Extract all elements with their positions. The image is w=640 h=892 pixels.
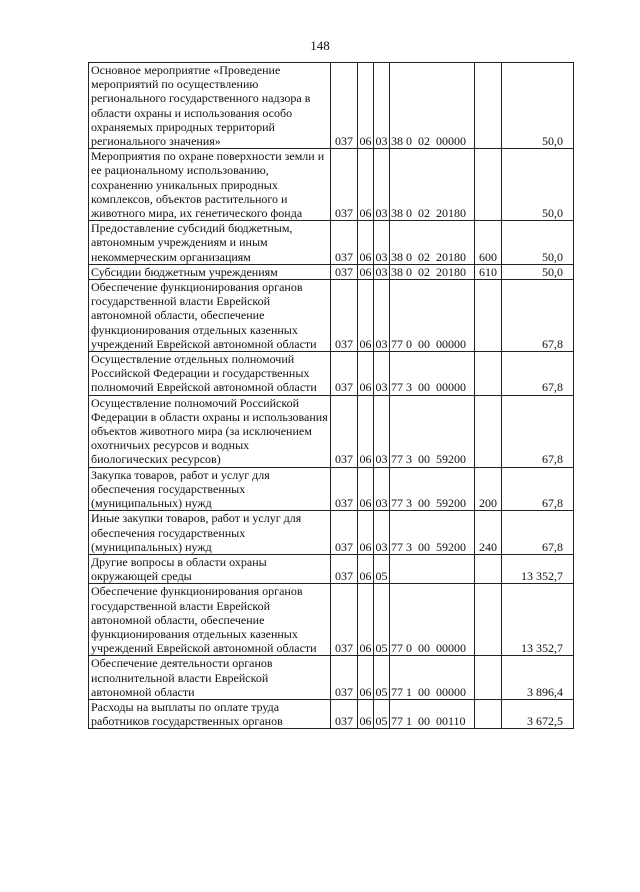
ministry-code-cell: 037 bbox=[331, 511, 358, 555]
subsection-code-cell: 05 bbox=[374, 584, 390, 656]
ministry-code-cell: 037 bbox=[331, 149, 358, 221]
table-row bbox=[89, 264, 574, 279]
target-article-cell: 77 3 00 00000 bbox=[390, 352, 475, 396]
expense-kind-cell bbox=[475, 149, 502, 221]
section-code-cell: 06 bbox=[358, 554, 374, 583]
expense-kind-cell: 610 bbox=[475, 264, 502, 279]
subsection-code-cell: 03 bbox=[374, 63, 390, 149]
expense-kind-cell bbox=[475, 699, 502, 728]
subsection-code-cell: 05 bbox=[374, 699, 390, 728]
table-row bbox=[89, 656, 574, 700]
target-article-cell: 77 1 00 00000 bbox=[390, 656, 475, 700]
ministry-code-cell: 037 bbox=[331, 584, 358, 656]
row-name-cell: Закупка товаров, работ и услуг для обеспечения государственных (муниципальных) нужд bbox=[89, 467, 331, 511]
table-row bbox=[89, 467, 574, 511]
amount-cell: 50,0 bbox=[502, 264, 574, 279]
subsection-code-cell: 05 bbox=[374, 554, 390, 583]
subsection-code-cell: 03 bbox=[374, 280, 390, 352]
row-name-cell: Осуществление отдельных полномочий Российской Федерации и государственных полномочий Еврейской автономной области bbox=[89, 352, 331, 396]
ministry-code-cell: 037 bbox=[331, 699, 358, 728]
amount-cell: 50,0 bbox=[502, 63, 574, 149]
section-code-cell: 06 bbox=[359, 264, 372, 279]
section-code-cell: 06 bbox=[358, 699, 374, 728]
table-row bbox=[89, 554, 574, 583]
expense-kind-cell: 200 bbox=[475, 467, 502, 511]
section-code-cell: 06 bbox=[358, 656, 374, 700]
budget-table-body bbox=[89, 63, 574, 729]
row-name-cell: Основное мероприятие «Проведение мероприятий по осуществлению регионального государственного надзора в области охраны и использования особо охраняемых природных территорий регионального значения» bbox=[89, 63, 331, 149]
ministry-code-cell: 037 bbox=[331, 554, 358, 583]
amount-cell: 67,8 bbox=[502, 467, 574, 511]
section-code-cell: 06 bbox=[358, 149, 374, 221]
expense-kind-cell: 600 bbox=[475, 221, 502, 265]
table-row bbox=[89, 395, 574, 467]
section-code-cell: 06 bbox=[358, 467, 374, 511]
amount-cell: 67,8 bbox=[502, 352, 574, 396]
ministry-code-cell: 037 bbox=[331, 395, 358, 467]
row-name-cell: Обеспечение функционирования органов государственной власти Еврейской автономной области, обеспечение функционирования отдельных казенных учреждений Еврейской автономной области bbox=[89, 584, 331, 656]
target-article-cell: 38 0 02 20180 bbox=[390, 221, 475, 265]
expense-kind-cell bbox=[475, 63, 502, 149]
target-article-cell: 77 3 00 59200 bbox=[390, 395, 475, 467]
table-row bbox=[89, 584, 574, 656]
target-article-cell: 38 0 02 00000 bbox=[390, 63, 475, 149]
ministry-code-cell: 037 bbox=[331, 264, 358, 279]
amount-cell: 67,8 bbox=[502, 395, 574, 467]
amount-cell: 67,8 bbox=[502, 280, 574, 352]
section-code-cell: 06 bbox=[358, 221, 374, 265]
expense-kind-cell: 240 bbox=[475, 511, 502, 555]
row-name-cell: Предоставление субсидий бюджетным, автономным учреждениям и иным некоммерческим организациям bbox=[89, 221, 331, 265]
expense-kind-cell bbox=[475, 280, 502, 352]
table-row bbox=[89, 221, 574, 265]
table-row bbox=[89, 699, 574, 728]
subsection-code-cell: 05 bbox=[374, 656, 390, 700]
expense-kind-cell bbox=[475, 584, 502, 656]
target-article-cell: 38 0 02 20180 bbox=[390, 149, 475, 221]
amount-cell: 50,0 bbox=[502, 149, 574, 221]
row-name-cell: Обеспечение функционирования органов государственной власти Еврейской автономной области, обеспечение функционирования отдельных казенных учреждений Еврейской автономной области bbox=[89, 280, 331, 352]
target-article-cell: 38 0 02 20180 bbox=[390, 264, 475, 279]
section-code-cell: 06 bbox=[358, 63, 374, 149]
amount-cell: 67,8 bbox=[502, 511, 574, 555]
table-row bbox=[89, 511, 574, 555]
target-article-cell: 77 3 00 59200 bbox=[390, 511, 475, 555]
budget-table bbox=[88, 62, 574, 729]
page-number: 148 bbox=[310, 38, 330, 53]
section-code-cell: 06 bbox=[358, 280, 374, 352]
row-name-cell: Субсидии бюджетным учреждениям bbox=[89, 264, 331, 279]
ministry-code-cell: 037 bbox=[331, 656, 358, 700]
amount-cell: 50,0 bbox=[502, 221, 574, 265]
section-code-cell: 06 bbox=[358, 511, 374, 555]
ministry-code-cell: 037 bbox=[331, 63, 358, 149]
subsection-code-cell: 03 bbox=[374, 467, 390, 511]
expense-kind-cell bbox=[475, 554, 502, 583]
target-article-cell: 77 3 00 59200 bbox=[390, 467, 475, 511]
section-code-cell: 06 bbox=[358, 395, 374, 467]
target-article-cell: 77 0 00 00000 bbox=[390, 584, 475, 656]
row-name-cell: Мероприятия по охране поверхности земли и ее рациональному использованию, сохранению уникальных природных комплексов, объектов растительного и животного мира, их генетического фонда bbox=[89, 149, 331, 221]
subsection-code-cell: 03 bbox=[374, 352, 390, 396]
expense-kind-cell bbox=[475, 352, 502, 396]
section-code-cell: 06 bbox=[358, 352, 374, 396]
row-name-cell: Иные закупки товаров, работ и услуг для обеспечения государственных (муниципальных) нужд bbox=[89, 511, 331, 555]
ministry-code-cell: 037 bbox=[331, 467, 358, 511]
subsection-code-cell: 03 bbox=[375, 264, 388, 279]
amount-cell: 3 672,5 bbox=[502, 699, 574, 728]
target-article-cell bbox=[390, 554, 475, 583]
row-name-cell: Осуществление полномочий Российской Федерации в области охраны и использования объектов животного мира (за исключением охотничьих ресурсов и водных биологических ресурсов) bbox=[89, 395, 331, 467]
row-name-cell: Другие вопросы в области охраны окружающей среды bbox=[89, 554, 331, 583]
expense-kind-cell bbox=[475, 656, 502, 700]
subsection-code-cell: 03 bbox=[374, 149, 390, 221]
amount-cell: 3 896,4 bbox=[502, 656, 574, 700]
ministry-code-cell: 037 bbox=[331, 352, 358, 396]
table-row bbox=[89, 352, 574, 396]
amount-cell: 13 352,7 bbox=[502, 584, 574, 656]
table-row bbox=[89, 149, 574, 221]
target-article-cell: 77 1 00 00110 bbox=[390, 699, 475, 728]
table-row bbox=[89, 63, 574, 149]
row-name-cell: Расходы на выплаты по оплате труда работников государственных органов bbox=[89, 699, 331, 728]
table-row bbox=[89, 280, 574, 352]
target-article-cell: 77 0 00 00000 bbox=[390, 280, 475, 352]
ministry-code-cell: 037 bbox=[331, 221, 358, 265]
row-name-cell: Обеспечение деятельности органов исполнительной власти Еврейской автономной области bbox=[89, 656, 331, 700]
section-code-cell: 06 bbox=[358, 584, 374, 656]
expense-kind-cell bbox=[475, 395, 502, 467]
subsection-code-cell: 03 bbox=[374, 221, 390, 265]
ministry-code-cell: 037 bbox=[331, 280, 358, 352]
subsection-code-cell: 03 bbox=[374, 395, 390, 467]
amount-cell: 13 352,7 bbox=[502, 554, 574, 583]
subsection-code-cell: 03 bbox=[374, 511, 390, 555]
